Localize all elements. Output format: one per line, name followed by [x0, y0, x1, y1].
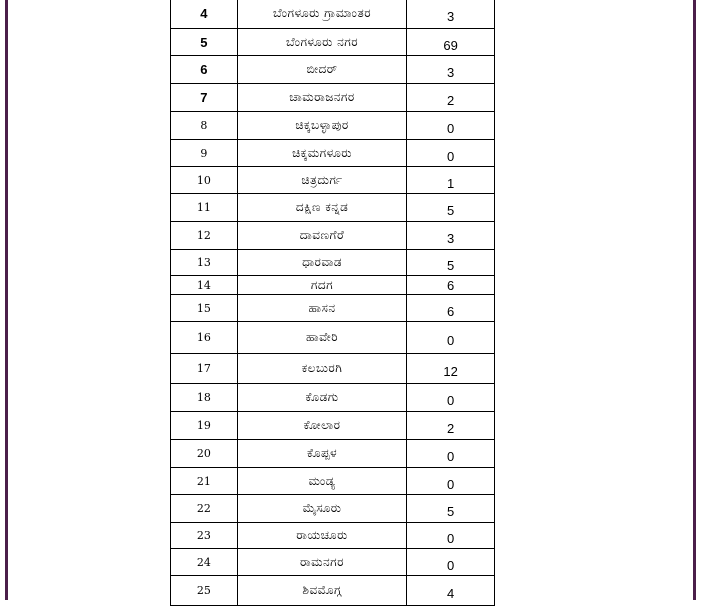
table-row — [170, 354, 495, 384]
table-row — [170, 276, 495, 295]
count-cell: 6 — [407, 276, 495, 295]
district-name-cell: ಚಿಕ್ಕಮಗಳೂರು — [238, 140, 407, 167]
serial-number-cell: 11 — [171, 194, 238, 222]
serial-number-cell: 24 — [171, 549, 238, 576]
district-name-cell: ಮೈಸೂರು — [238, 495, 407, 523]
count-cell: 0 — [407, 440, 495, 468]
district-name-cell: ಚಾಮರಾಜನಗರ — [238, 84, 407, 112]
district-name-cell: ಕೋಲಾರ — [238, 412, 407, 440]
serial-number-cell: 9 — [171, 140, 238, 167]
count-cell: 5 — [407, 495, 495, 523]
count-cell: 2 — [407, 412, 495, 440]
serial-number-cell: 13 — [171, 250, 238, 276]
table-row — [170, 112, 495, 140]
serial-number-cell: 21 — [171, 468, 238, 495]
table-row — [170, 222, 495, 250]
table-row — [170, 84, 495, 112]
serial-number-cell: 17 — [171, 354, 238, 384]
district-name-cell: ಹಾವೇರಿ — [238, 322, 407, 354]
table-row — [170, 523, 495, 549]
serial-number-cell: 12 — [171, 222, 238, 250]
table-row — [170, 250, 495, 276]
table-row — [170, 576, 495, 606]
serial-number-cell: 5 — [171, 29, 238, 56]
count-cell: 5 — [407, 250, 495, 276]
count-cell: 0 — [407, 468, 495, 495]
table-row — [170, 549, 495, 576]
table-row — [170, 384, 495, 412]
serial-number-cell: 4 — [171, 0, 238, 29]
count-cell: 0 — [407, 322, 495, 354]
count-cell: 0 — [407, 523, 495, 549]
table-row — [170, 29, 495, 56]
serial-number-cell: 14 — [171, 276, 238, 295]
district-name-cell: ಬೆಂಗಳೂರು ನಗರ — [238, 29, 407, 56]
table-row — [170, 295, 495, 322]
serial-number-cell: 16 — [171, 322, 238, 354]
count-cell: 12 — [407, 354, 495, 384]
district-name-cell: ದಕ್ಷಿಣ ಕನ್ನಡ — [238, 194, 407, 222]
district-name-cell: ಬೀದರ್ — [238, 56, 407, 84]
district-name-cell: ಬೆಂಗಳೂರು ಗ್ರಾಮಾಂತರ — [238, 0, 407, 29]
count-cell: 5 — [407, 194, 495, 222]
serial-number-cell: 18 — [171, 384, 238, 412]
count-cell: 0 — [407, 112, 495, 140]
table-row — [170, 140, 495, 167]
table-row — [170, 468, 495, 495]
table-row — [170, 440, 495, 468]
district-name-cell: ರಾಯಚೂರು — [238, 523, 407, 549]
table-row — [170, 495, 495, 523]
count-cell: 3 — [407, 56, 495, 84]
district-name-cell: ಹಾಸನ — [238, 295, 407, 322]
count-cell: 69 — [407, 29, 495, 56]
serial-number-cell: 25 — [171, 576, 238, 606]
serial-number-cell: 7 — [171, 84, 238, 112]
district-name-cell: ಶಿವಮೊಗ್ಗ — [238, 576, 407, 606]
serial-number-cell: 20 — [171, 440, 238, 468]
district-name-cell: ದಾವಣಗೆರೆ — [238, 222, 407, 250]
district-name-cell: ಗದಗ — [238, 276, 407, 295]
district-name-cell: ಕಲಬುರಗಿ — [238, 354, 407, 384]
count-cell: 0 — [407, 549, 495, 576]
serial-number-cell: 22 — [171, 495, 238, 523]
count-cell: 6 — [407, 295, 495, 322]
district-name-cell: ರಾಮನಗರ — [238, 549, 407, 576]
district-name-cell: ಚಿಕ್ಕಬಳ್ಳಾಪುರ — [238, 112, 407, 140]
table-row — [170, 0, 495, 29]
page-border-left — [5, 0, 8, 600]
serial-number-cell: 19 — [171, 412, 238, 440]
district-name-cell: ಕೊಡಗು — [238, 384, 407, 412]
count-cell: 1 — [407, 167, 495, 194]
count-cell: 4 — [407, 576, 495, 606]
page-border-right — [693, 0, 696, 600]
table-row — [170, 412, 495, 440]
district-name-cell: ಮಂಡ್ಯ — [238, 468, 407, 495]
count-cell: 3 — [407, 0, 495, 29]
serial-number-cell: 8 — [171, 112, 238, 140]
serial-number-cell: 15 — [171, 295, 238, 322]
serial-number-cell: 10 — [171, 167, 238, 194]
table-row — [170, 167, 495, 194]
table-row — [170, 322, 495, 354]
count-cell: 0 — [407, 384, 495, 412]
district-name-cell: ಕೊಪ್ಪಳ — [238, 440, 407, 468]
district-case-table — [170, 0, 495, 606]
count-cell: 3 — [407, 222, 495, 250]
district-name-cell: ಧಾರವಾಡ — [238, 250, 407, 276]
count-cell: 2 — [407, 84, 495, 112]
table-row — [170, 194, 495, 222]
serial-number-cell: 6 — [171, 56, 238, 84]
count-cell: 0 — [407, 140, 495, 167]
district-name-cell: ಚಿತ್ರದುರ್ಗ — [238, 167, 407, 194]
serial-number-cell: 23 — [171, 523, 238, 549]
table-row — [170, 56, 495, 84]
